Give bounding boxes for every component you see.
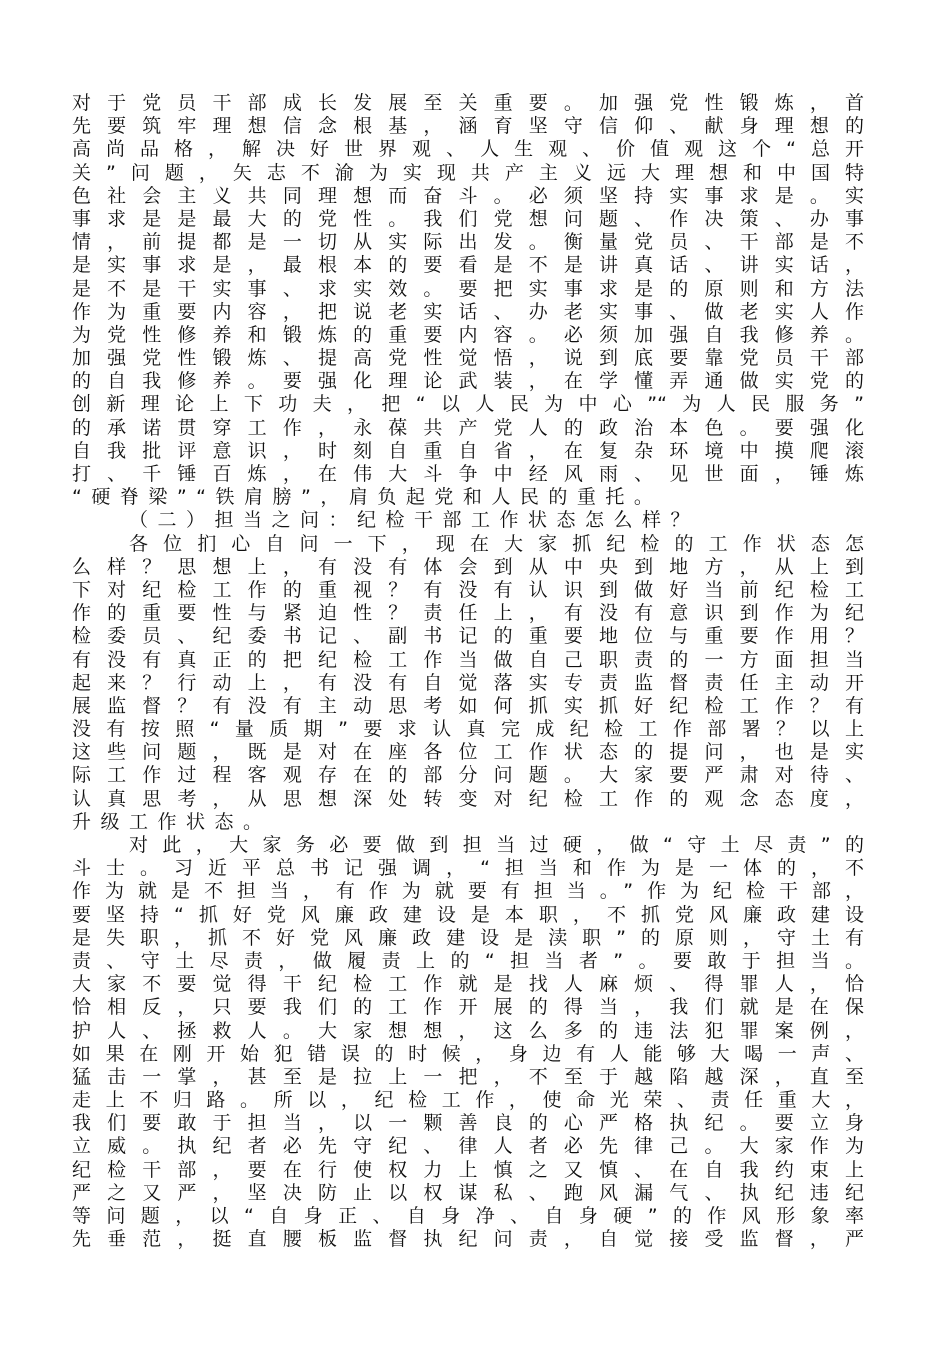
text-line: 作的重要性与紧迫性？责任上，有没有意识到作为纪 [72,602,864,625]
text-line: 际工作过程客观存在的部分问题。大家要严肃对待、 [72,764,864,787]
text-line: 事求是是最大的党性。我们党想问题、作决策、办事 [72,207,864,230]
text-line: 作为就是不担当，有作为就要有担当。”作为纪检干部， [72,880,864,903]
text-line: 护人、拯救人。大家想想，这么多的违法犯罪案例， [72,1019,864,1042]
text-line: 对此，大家务必要做到担当过硬，做“守土尽责”的 [129,834,864,856]
text-line: 严之又严，坚决防止以权谋私、跑风漏气、执纪违纪 [72,1181,864,1204]
text-line: 情，前提都是一切从实际出发。衡量党员、干部是不 [72,231,864,254]
text-line: 斗士。习近平总书记强调，“担当和作为是一体的，不 [72,857,864,880]
text-line: 展监督？有没有主动思考如何抓实抓好纪检工作？有 [72,694,864,717]
text-line: 先要筑牢理想信念根基，涵育坚守信仰、献身理想的 [72,115,864,138]
text-line: 升级工作状态。 [72,810,272,833]
text-line: 各位扪心自问一下，现在大家抓纪检的工作状态怎 [129,532,864,555]
text-line: 我们要敢于担当，以一颗善良的心严格执纪。要立身 [72,1112,864,1135]
text-line: 猛击一掌，甚至是拉上一把，不至于越陷越深，直至 [72,1065,864,1088]
text-line: 检委员、纪委书记、副书记的重要地位与重要作用？ [72,625,864,648]
text-line: 这些问题，既是对在座各位工作状态的提问，也是实 [72,741,864,764]
text-line: 是实事求是，最根本的要看是不是讲真话、讲实话， [72,254,864,277]
text-line: 的自我修养。要强化理论武装，在学懂弄通做实党的 [72,370,864,393]
text-line: 认真思考，从思想深处转变对纪检工作的观念态度， [72,787,864,810]
text-line: 恰相反，只要我们的工作开展的得当，我们就是在保 [72,996,864,1019]
text-line: 作为重要内容，把说老实话、办老实事、做老实人作 [72,300,864,323]
text-line: 自我批评意识，时刻自重自省，在复杂环境中摸爬滚 [72,439,864,462]
text-line: 如果在刚开始犯错误的时候，身边有人能够大喝一声、 [72,1042,864,1065]
text-line: 高尚品格，解决好世界观、人生观、价值观这个“总开 [72,138,864,161]
text-line: 责、守土尽责，做履责上的“担当者”。要敢于担当。 [72,949,864,972]
text-line: 等问题，以“自身正、自身净、自身硬”的作风形象率 [72,1205,864,1227]
text-line: 色社会主义共同理想而奋斗。必须坚持实事求是。实 [72,184,864,207]
text-line: 有没有真正的把纪检工作当做自己职责的一方面担当 [72,648,864,671]
text-line: 走上不归路。所以，纪检工作，使命光荣、责任重大， [72,1089,864,1112]
text-line: 要坚持“抓好党风廉政建设是本职，不抓党风廉政建设 [72,903,864,926]
text-line: 打、千锤百炼，在伟大斗争中经风雨、见世面，锤炼 [72,463,864,485]
text-line: 加强党性锻炼、提高党性觉悟，说到底要靠党员干部 [72,347,864,370]
text-line: 下对纪检工作的重视？有没有认识到做好当前纪检工 [72,578,864,601]
text-line: 是失职，抓不好党风廉政建设是渎职”的原则，守土有 [72,926,864,949]
text-line: 对于党员干部成长发展至关重要。加强党性锻炼，首 [72,92,864,114]
body-text [72,92,864,1251]
text-line: 关”问题，矢志不渝为实现共产主义远大理想和中国特 [72,161,864,184]
text-line: 的承诺贯穿工作，永葆共产党人的政治本色。要强化 [72,416,864,439]
text-line: 纪检干部，要在行使权力上慎之又慎、在自我约束上 [72,1158,864,1181]
text-line: 大家不要觉得干纪检工作就是找人麻烦、得罪人，恰 [72,973,864,996]
text-line: “硬脊梁”“铁肩膀”，肩负起党和人民的重托。 [72,486,663,509]
text-line: 为党性修养和锻炼的重要内容。必须加强自我修养。 [72,323,864,346]
text-line: 起来？行动上，有没有自觉落实专责监督责任主动开 [72,671,864,694]
text-line: 是不是干实事、求实效。要把实事求是的原则和方法 [72,277,864,300]
text-line: 先垂范，挺直腰板监督执纪问责，自觉接受监督，严 [72,1228,864,1251]
text-line: 么样？思想上，有没有体会到从中央到地方，从上到 [72,555,864,578]
text-line: 创新理论上下功夫，把“以人民为中心”“为人民服务” [72,393,864,416]
text-line: 立威。执纪者必先守纪、律人者必先律己。大家作为 [72,1135,864,1158]
text-line: 没有按照“量质期”要求认真完成纪检工作部署？以上 [72,718,864,741]
text-line: （二）担当之问：纪检干部工作状态怎么样？ [129,509,700,532]
